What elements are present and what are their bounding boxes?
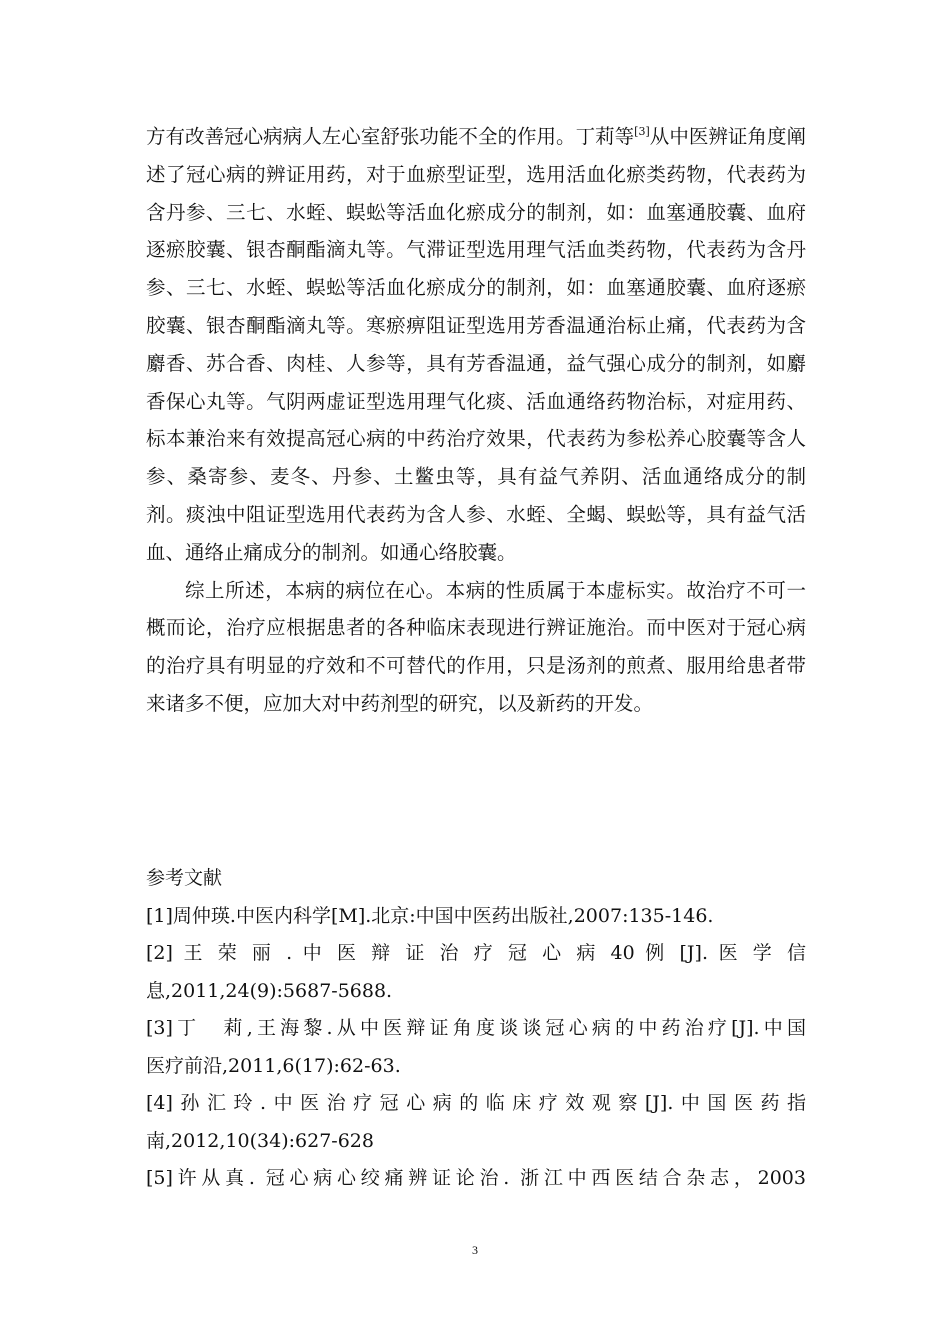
reference-4-line-2: 南,2012,10(34):627-628 — [146, 1129, 374, 1152]
paragraph-1-part-a: 方有改善冠心病病人左心室舒张功能不全的作用。丁莉等 — [146, 125, 635, 148]
references-section — [146, 860, 806, 1198]
paragraph-1-part-b: 从中医辨证角度阐述了冠心病的辨证用药，对于血瘀型证型，选用活血化瘀类药物，代表药为含丹参、三七、水蛭、蜈蚣等活血化瘀成分的制剂，如：血塞通胶囊、血府逐瘀胶囊、银杏酮酯滴丸等。气滞证型选用理气活血类药物，代表药为含丹参、三七、水蛭、蜈蚣等活血化瘀成分的制剂，如：血塞通胶囊、血府逐瘀胶囊、银杏酮酯滴丸等。寒瘀痹阻证型选用芳香温通治标止痛，代表药为含麝香、苏合香、肉桂、人参等，具有芳香温通，益气强心成分的制剂，如麝香保心丸等。气阴两虚证型选用理气化痰、活血通络药物治标，对症用药、标本兼治来有效提高冠心病的中药治疗效果，代表药为参松养心胶囊等含人参、桑寄参、麦冬、丹参、土鳖虫等，具有益气养阴、活血通络成分的制剂。痰浊中阻证型选用代表药为含人参、水蛭、全蝎、蜈蚣等，具有益气活血、通络止痛成分的制剂。如通心络胶囊。 — [146, 125, 806, 564]
paragraph-1 — [146, 118, 806, 572]
reference-1: [1]周仲瑛.中医内科学[M].北京:中国中医药出版社,2007:135-146. — [146, 904, 714, 927]
page-number: 3 — [472, 1243, 478, 1257]
reference-5: [5]许从真. 冠心病心绞痛辨证论治. 浙江中西医结合杂志，2003 — [146, 1167, 806, 1189]
reference-3-line-1: [3]丁 莉,王海黎.从中医辩证角度谈谈冠心病的中药治疗[J].中国 — [146, 1017, 806, 1039]
reference-2-line-2: 息,2011,24(9):5687-5688. — [146, 979, 393, 1002]
paragraph-2: 综上所述，本病的病位在心。本病的性质属于本虚标实。故治疗不可一概而论，治疗应根据患者的各种临床表现进行辨证施治。而中医对于冠心病的治疗具有明显的疗效和不可替代的作用，只是汤剂的煎煮、服用给患者带来诸多不便，应加大对中药剂型的研究，以及新药的开发。 — [146, 578, 806, 715]
reference-3-line-2: 医疗前沿,2011,6(17):62-63. — [146, 1054, 401, 1077]
citation-superscript: [3] — [634, 125, 650, 138]
body-text — [146, 118, 806, 723]
reference-4-line-1: [4]孙汇玲.中医治疗冠心病的临床疗效观察[J].中国医药指 — [146, 1092, 806, 1114]
references-title: 参考文献 — [146, 867, 223, 889]
reference-2-line-1: [2] 王 荣 丽 . 中 医 辩 证 治 疗 冠 心 病 40 例 [J]. 医 学 信 — [146, 942, 806, 964]
